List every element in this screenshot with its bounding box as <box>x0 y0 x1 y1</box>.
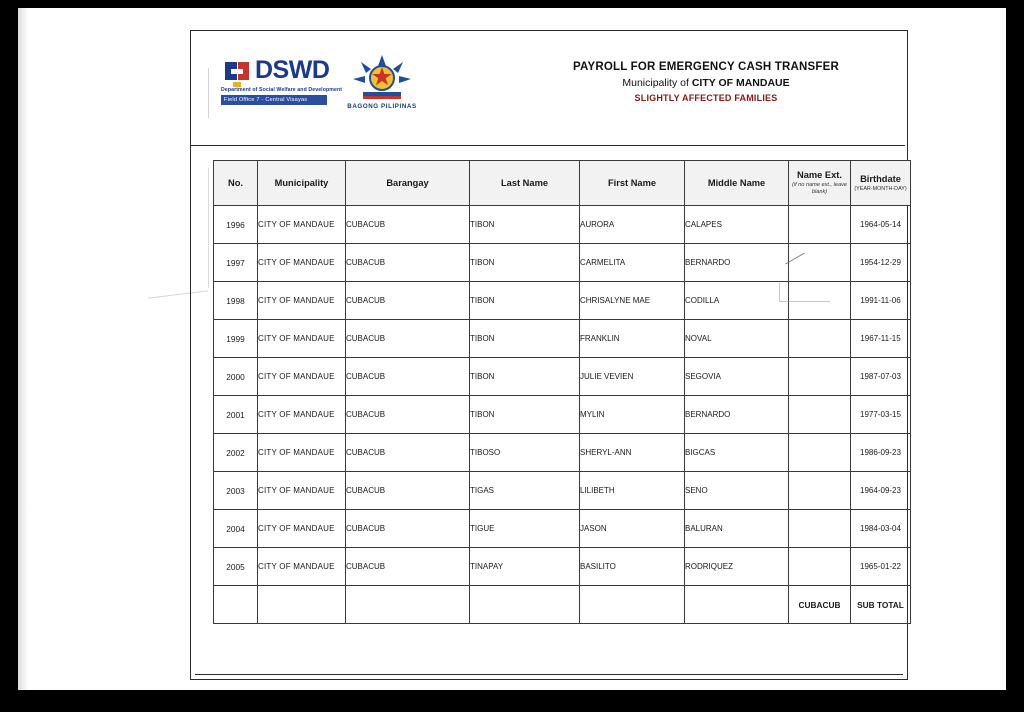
cell-first-name <box>580 586 685 624</box>
column-header-birthdate-label: Birthdate <box>860 173 901 184</box>
cell-birthdate: 1987-07-03 <box>851 358 911 396</box>
column-header-name-ext-note: (if no name ext., leave blank) <box>791 182 848 195</box>
cell-no <box>214 586 258 624</box>
cell-middle-name: NOVAL <box>685 320 789 358</box>
payroll-table <box>213 160 911 624</box>
cell-middle-name: CODILLA <box>685 282 789 320</box>
cell-no: 1997 <box>214 244 258 282</box>
column-header-last-name: Last Name <box>470 161 580 206</box>
cell-name-ext <box>789 510 851 548</box>
cell-middle-name: BERNARDO <box>685 396 789 434</box>
cell-name-ext <box>789 244 851 282</box>
municipality-value: CITY OF MANDAUE <box>691 77 790 89</box>
dswd-logo <box>221 56 343 114</box>
cell-first-name: MYLIN <box>580 396 685 434</box>
cell-name-ext <box>789 358 851 396</box>
payroll-title: PAYROLL FOR EMERGENCY CASH TRANSFER <box>573 61 839 73</box>
cell-barangay <box>346 586 470 624</box>
cell-no: 2002 <box>214 434 258 472</box>
cell-middle-name: BIGCAS <box>685 434 789 472</box>
cell-no: 1996 <box>214 206 258 244</box>
affected-families-note: SLIGHTLY AFFECTED FAMILIES <box>634 93 778 103</box>
cell-birthdate: 1954-12-29 <box>851 244 911 282</box>
bagong-pilipinas-sun-icon <box>351 53 413 101</box>
cell-barangay: CUBACUB <box>346 510 470 548</box>
cell-last-name: TIBON <box>470 244 580 282</box>
subtotal-label: SUB TOTAL <box>851 586 911 624</box>
handwritten-mark-2 <box>779 283 830 302</box>
cell-no: 2001 <box>214 396 258 434</box>
cell-no: 2005 <box>214 548 258 586</box>
cell-no: 2000 <box>214 358 258 396</box>
cell-birthdate: 1986-09-23 <box>851 434 911 472</box>
title-block <box>521 61 891 103</box>
table-row <box>214 206 911 244</box>
column-header-municipality: Municipality <box>258 161 346 206</box>
column-header-name-ext-label: Name Ext. <box>797 170 842 181</box>
subtotal-barangay-label: CUBACUB <box>789 586 851 624</box>
table-row <box>214 244 911 282</box>
cell-barangay: CUBACUB <box>346 548 470 586</box>
dswd-acronym: DSWD <box>255 56 330 84</box>
table-row <box>214 434 911 472</box>
cell-municipality: CITY OF MANDAUE <box>258 510 346 548</box>
cell-last-name: TIGAS <box>470 472 580 510</box>
column-header-middle-name: Middle Name <box>685 161 789 206</box>
cell-name-ext <box>789 320 851 358</box>
cell-first-name: AURORA <box>580 206 685 244</box>
table-row <box>214 358 911 396</box>
cell-first-name: BASILITO <box>580 548 685 586</box>
cell-municipality: CITY OF MANDAUE <box>258 434 346 472</box>
cell-municipality: CITY OF MANDAUE <box>258 548 346 586</box>
cell-middle-name: CALAPES <box>685 206 789 244</box>
cell-birthdate: 1984-03-04 <box>851 510 911 548</box>
cell-last-name <box>470 586 580 624</box>
cell-first-name: FRANKLIN <box>580 320 685 358</box>
cell-last-name: TINAPAY <box>470 548 580 586</box>
dswd-office-band <box>221 95 327 105</box>
cell-barangay: CUBACUB <box>346 320 470 358</box>
dswd-office-name: Field Office 7 - Central Visayas <box>224 97 308 103</box>
cell-middle-name: SEGOVIA <box>685 358 789 396</box>
cell-municipality: CITY OF MANDAUE <box>258 396 346 434</box>
table-row <box>214 472 911 510</box>
cell-last-name: TIBON <box>470 358 580 396</box>
form-header <box>191 31 905 146</box>
cell-first-name: CHRISALYNE MAE <box>580 282 685 320</box>
cell-middle-name: BERNARDO <box>685 244 789 282</box>
cell-name-ext <box>789 434 851 472</box>
column-header-barangay: Barangay <box>346 161 470 206</box>
cell-birthdate: 1967-11-15 <box>851 320 911 358</box>
cell-name-ext <box>789 472 851 510</box>
cell-middle-name: RODRIQUEZ <box>685 548 789 586</box>
cell-first-name: JASON <box>580 510 685 548</box>
cell-municipality <box>258 586 346 624</box>
cell-last-name: TIBON <box>470 282 580 320</box>
cell-no: 1999 <box>214 320 258 358</box>
cell-barangay: CUBACUB <box>346 206 470 244</box>
cell-first-name: CARMELITA <box>580 244 685 282</box>
cell-municipality: CITY OF MANDAUE <box>258 472 346 510</box>
cell-no: 2004 <box>214 510 258 548</box>
dswd-department-name: Department of Social Welfare and Development <box>221 87 343 93</box>
viewer-bottom-bar <box>0 690 1024 712</box>
cell-birthdate: 1977-03-15 <box>851 396 911 434</box>
cell-birthdate: 1965-01-22 <box>851 548 911 586</box>
cell-middle-name <box>685 586 789 624</box>
column-header-first-name: First Name <box>580 161 685 206</box>
dswd-emblem-icon <box>221 58 253 90</box>
cell-municipality: CITY OF MANDAUE <box>258 358 346 396</box>
table-row <box>214 396 911 434</box>
cell-middle-name: SENO <box>685 472 789 510</box>
cell-municipality: CITY OF MANDAUE <box>258 282 346 320</box>
cell-last-name: TIBOSO <box>470 434 580 472</box>
cell-first-name: JULIE VEVIEN <box>580 358 685 396</box>
column-header-no: No. <box>214 161 258 206</box>
table-body <box>214 206 911 624</box>
cell-last-name: TIBON <box>470 206 580 244</box>
cell-first-name: SHERYL-ANN <box>580 434 685 472</box>
municipality-label: Municipality of <box>622 77 692 89</box>
cell-name-ext <box>789 396 851 434</box>
cell-barangay: CUBACUB <box>346 358 470 396</box>
cell-last-name: TIBON <box>470 320 580 358</box>
cell-first-name: LILIBETH <box>580 472 685 510</box>
cell-name-ext <box>789 206 851 244</box>
municipality-line <box>521 77 891 89</box>
bagong-pilipinas-caption: BAGONG PILIPINAS <box>347 103 417 110</box>
table-row <box>214 548 911 586</box>
bagong-pilipinas-logo <box>341 53 423 125</box>
cell-municipality: CITY OF MANDAUE <box>258 244 346 282</box>
cell-last-name: TIGUE <box>470 510 580 548</box>
cell-birthdate: 1964-09-23 <box>851 472 911 510</box>
table-header-row <box>214 161 911 206</box>
cell-name-ext <box>789 548 851 586</box>
cell-birthdate: 1964-05-14 <box>851 206 911 244</box>
cell-barangay: CUBACUB <box>346 396 470 434</box>
cell-barangay: CUBACUB <box>346 472 470 510</box>
table-subtotal-row <box>214 586 911 624</box>
table-row <box>214 510 911 548</box>
cell-last-name: TIBON <box>470 396 580 434</box>
column-header-name-ext <box>789 161 851 206</box>
cell-barangay: CUBACUB <box>346 434 470 472</box>
scan-edge-artifact <box>18 8 28 690</box>
cell-no: 2003 <box>214 472 258 510</box>
cell-middle-name: BALURAN <box>685 510 789 548</box>
column-header-birthdate-note: (YEAR-MONTH-DAY) <box>854 185 907 192</box>
table-row <box>214 320 911 358</box>
cell-municipality: CITY OF MANDAUE <box>258 206 346 244</box>
cell-municipality: CITY OF MANDAUE <box>258 320 346 358</box>
cell-birthdate: 1991-11-06 <box>851 282 911 320</box>
cell-barangay: CUBACUB <box>346 282 470 320</box>
cell-barangay: CUBACUB <box>346 244 470 282</box>
cell-no: 1998 <box>214 282 258 320</box>
column-header-birthdate <box>851 161 911 206</box>
